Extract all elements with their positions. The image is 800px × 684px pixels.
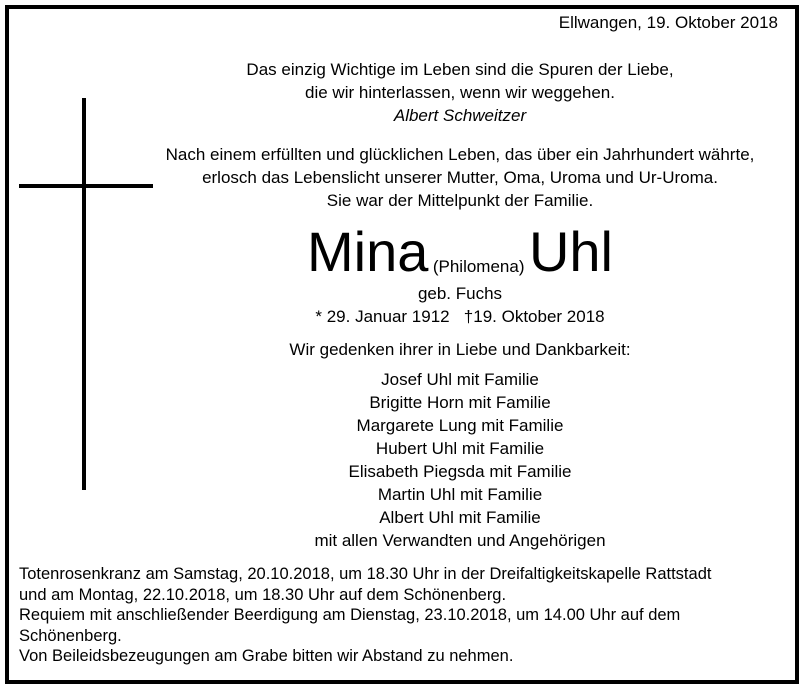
notice-line: und am Montag, 22.10.2018, um 18.30 Uhr auf dem Schönenberg. [19,585,507,604]
intro-line-1: Nach einem erfüllten und glücklichen Leben, das über ein Jahrhundert währte, [165,145,755,164]
quote-line-2: die wir hinterlassen, wenn wir weggehen. [305,83,615,102]
intro-line-3: Sie war der Mittelpunkt der Familie. [326,191,594,210]
quote [140,58,780,127]
first-name: Mina [307,220,429,283]
list-item: Hubert Uhl mit Familie [375,439,545,458]
dates-line [140,305,780,328]
middle-name: (Philomena) [432,256,525,276]
notice-line: Schönenberg. [19,626,122,645]
death-date: †19. Oktober 2018 [463,307,605,326]
intro-line-2: erlosch das Lebenslicht unserer Mutter, Oma, Uroma und Ur-Uroma. [202,168,718,187]
life-dates [140,282,780,328]
list-item: Albert Uhl mit Familie [379,508,541,527]
place-date: Ellwangen, 19. Oktober 2018 [558,13,778,32]
notice-line: Totenrosenkranz am Samstag, 20.10.2018, um 18.30 Uhr in der Dreifaltigkeitskapelle Rattstadt [19,565,712,583]
list-item: Elisabeth Piegsda mit Familie [348,462,572,481]
remembrance [140,338,780,361]
list-item: Josef Uhl mit Familie [381,370,539,389]
remembrance-line: Wir gedenken ihrer in Liebe und Dankbarkeit: [289,340,631,359]
intro-text [140,143,780,212]
quote-author: Albert Schweitzer [393,106,527,125]
list-item: Margarete Lung mit Familie [356,416,564,435]
list-item: mit allen Verwandten und Angehörigen [314,531,606,550]
quote-line-1: Das einzig Wichtige im Leben sind die Spuren der Liebe, [246,60,674,79]
notice-line: Von Beileidsbezeugungen am Grabe bitten wir Abstand zu nehmen. [19,647,514,665]
last-name: Uhl [528,220,613,283]
birth-name: geb. Fuchs [417,284,503,303]
notice-line: Requiem mit anschließender Beerdigung am Dienstag, 23.10.2018, um 14.00 Uhr auf dem [19,606,681,624]
service-notices [19,564,711,667]
birth-date: * 29. Januar 1912 [315,307,450,326]
mourners-list [140,368,780,552]
list-item: Brigitte Horn mit Familie [369,393,551,412]
list-item: Martin Uhl mit Familie [377,485,543,504]
